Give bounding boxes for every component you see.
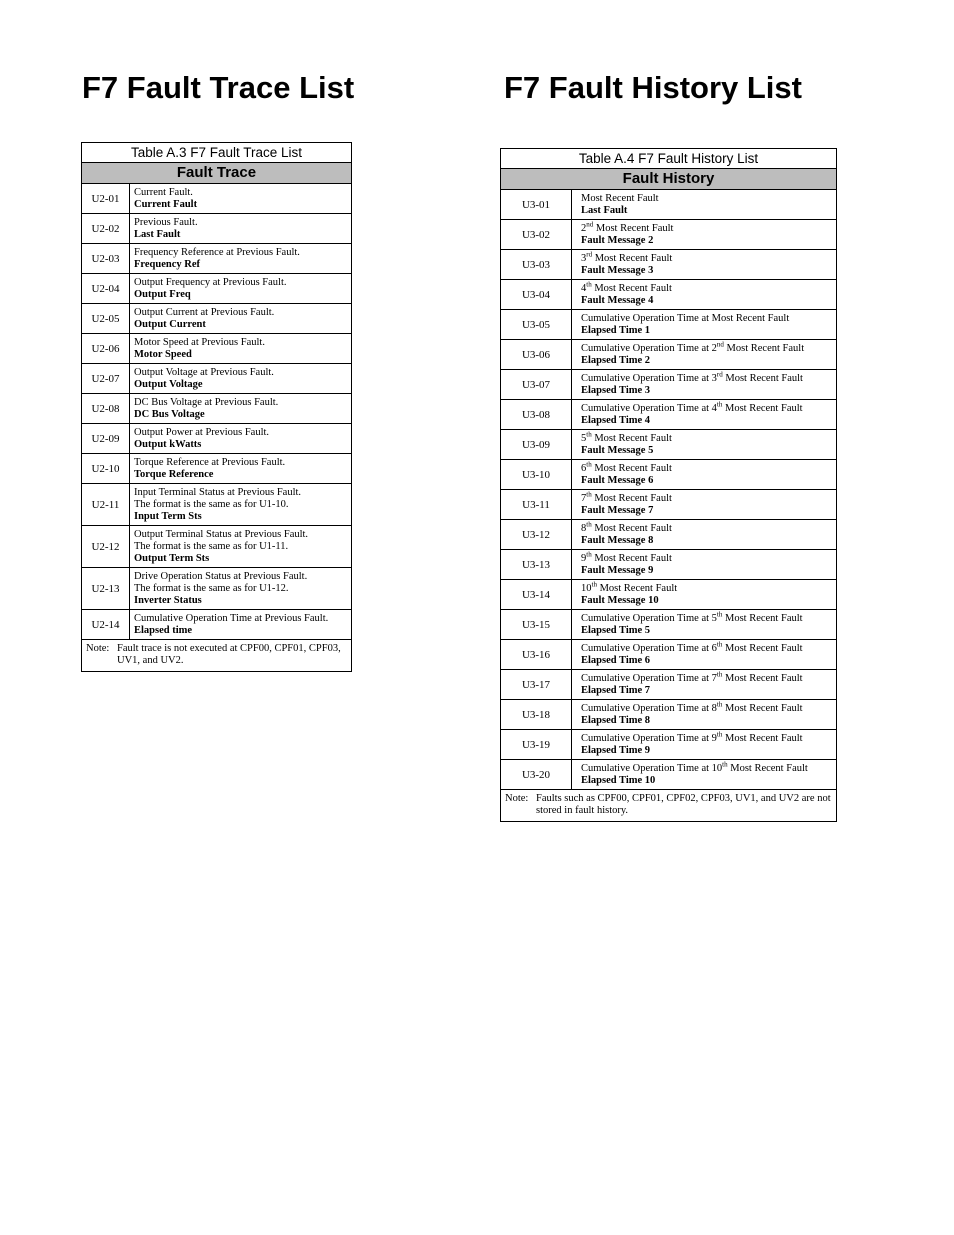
- parameter-number: U3-11: [501, 490, 572, 520]
- display-name: Frequency Ref: [134, 258, 200, 270]
- parameter-description: [572, 760, 837, 790]
- parameter-number: U2-06: [82, 334, 130, 364]
- table-row: [501, 520, 837, 550]
- display-name: Output Freq: [134, 288, 191, 300]
- description-lead: Cumulative Operation Time at 9: [581, 732, 717, 744]
- description-text: Current Fault.: [134, 186, 193, 198]
- parameter-description: [572, 700, 837, 730]
- parameter-number: U3-05: [501, 310, 572, 340]
- ordinal-suffix: th: [586, 520, 592, 528]
- description-text: Drive Operation Status at Previous Fault.: [134, 570, 308, 582]
- parameter-description: [130, 184, 352, 214]
- description-lead: Cumulative Operation Time at 10: [581, 762, 723, 774]
- table-row: [501, 610, 837, 640]
- note-text: Faults such as CPF00, CPF01, CPF02, CPF03, UV1, and UV2 are not stored in fault history.: [536, 793, 831, 816]
- parameter-description: [572, 370, 837, 400]
- table-row: [501, 280, 837, 310]
- ordinal-suffix: th: [716, 610, 723, 618]
- table-row: [82, 304, 352, 334]
- table-note-row: [82, 640, 352, 672]
- parameter-description: [130, 610, 352, 640]
- parameter-description: [130, 244, 352, 274]
- ordinal-suffix: th: [722, 760, 728, 768]
- table-row: [501, 550, 837, 580]
- table-row: [501, 700, 837, 730]
- display-name: Elapsed Time 2: [581, 354, 651, 366]
- description-lead: Cumulative Operation Time at 8: [581, 702, 717, 714]
- table-row: [82, 184, 352, 214]
- display-name: Fault Message 5: [581, 444, 654, 456]
- table-row: [82, 244, 352, 274]
- description-text: DC Bus Voltage at Previous Fault.: [134, 396, 279, 408]
- table-row: [82, 454, 352, 484]
- display-name: Elapsed Time 5: [581, 624, 651, 636]
- description-lead: 7: [581, 492, 587, 504]
- table-row: [501, 250, 837, 280]
- ordinal-suffix: th: [716, 730, 723, 738]
- table-row: [501, 190, 837, 220]
- table-row: [501, 760, 837, 790]
- description-text: Frequency Reference at Previous Fault.: [134, 246, 300, 258]
- table-caption-row: [82, 143, 352, 163]
- parameter-description: [130, 274, 352, 304]
- description-tail: Most Recent Fault: [722, 402, 803, 414]
- table-row: [82, 610, 352, 640]
- parameter-number: U3-15: [501, 610, 572, 640]
- parameter-description: [130, 334, 352, 364]
- parameter-description: [572, 310, 837, 340]
- display-name: Fault Message 7: [581, 504, 654, 516]
- parameter-description: [572, 520, 837, 550]
- table-row: [501, 430, 837, 460]
- parameter-number: U2-03: [82, 244, 130, 274]
- display-name: Fault Message 3: [581, 264, 654, 276]
- description-text: Cumulative Operation Time at Previous Fault.: [134, 612, 329, 624]
- display-name: Elapsed Time 6: [581, 654, 651, 666]
- ordinal-suffix: nd: [716, 340, 724, 348]
- table-row: [82, 334, 352, 364]
- table-row: [501, 340, 837, 370]
- fault-history-table: [500, 148, 837, 822]
- table-row: [82, 274, 352, 304]
- description-tail: Most Recent Fault: [722, 642, 803, 654]
- description-text: [581, 430, 832, 445]
- description-text: Output Frequency at Previous Fault.: [134, 276, 287, 288]
- description-lead: 9: [581, 552, 587, 564]
- table-row: [501, 490, 837, 520]
- display-name: Fault Message 2: [581, 234, 654, 246]
- ordinal-suffix: th: [586, 550, 592, 558]
- parameter-number: U3-03: [501, 250, 572, 280]
- description-text: [581, 520, 832, 535]
- parameter-number: U2-08: [82, 394, 130, 424]
- parameter-description: [130, 214, 352, 244]
- description-tail: Most Recent Fault: [591, 462, 672, 474]
- parameter-number: U2-02: [82, 214, 130, 244]
- display-name: Elapsed Time 7: [581, 684, 651, 696]
- table-band-header: Fault History: [501, 169, 837, 190]
- description-tail: Most Recent Fault: [722, 372, 803, 384]
- table-row: [82, 394, 352, 424]
- description-text: [581, 460, 832, 475]
- parameter-description: [572, 460, 837, 490]
- description-text: [581, 193, 832, 205]
- parameter-number: U3-19: [501, 730, 572, 760]
- ordinal-suffix: th: [716, 640, 723, 648]
- description-lead: Cumulative Operation Time at 7: [581, 672, 717, 684]
- description-tail: Most Recent Fault: [596, 582, 678, 594]
- display-name: Elapsed Time 10: [581, 774, 656, 786]
- display-name: Last Fault: [581, 204, 628, 216]
- table-row: [501, 640, 837, 670]
- table-note: [501, 790, 837, 822]
- fault-trace-table: [81, 142, 352, 672]
- parameter-number: U2-05: [82, 304, 130, 334]
- table-note-row: [501, 790, 837, 822]
- display-name: Fault Message 4: [581, 294, 654, 306]
- table-row: [82, 364, 352, 394]
- table-row: [501, 370, 837, 400]
- table-caption-row: [501, 149, 837, 169]
- parameter-description: [130, 424, 352, 454]
- description-text: [581, 250, 832, 265]
- description-tail: Most Recent Fault: [722, 702, 803, 714]
- display-name: Fault Message 8: [581, 534, 654, 546]
- table-row: [501, 400, 837, 430]
- parameter-number: U3-08: [501, 400, 572, 430]
- description-tail: Most Recent Fault: [592, 252, 673, 264]
- parameter-number: U3-12: [501, 520, 572, 550]
- description-tail: Most Recent Fault: [727, 762, 808, 774]
- parameter-number: U2-07: [82, 364, 130, 394]
- note-label: Note:: [505, 793, 529, 804]
- description-lead: Cumulative Operation Time at Most Recent Fault: [581, 312, 790, 324]
- ordinal-suffix: rd: [586, 250, 593, 258]
- parameter-number: U3-01: [501, 190, 572, 220]
- description-text: [581, 730, 832, 745]
- description-lead: 2: [581, 222, 587, 234]
- description-lead: 5: [581, 432, 587, 444]
- trace-list-heading: F7 Fault Trace List: [82, 70, 355, 105]
- parameter-description: [572, 220, 837, 250]
- description-lead: 8: [581, 522, 587, 534]
- description-text: [581, 760, 832, 775]
- description-tail: Most Recent Fault: [593, 222, 674, 234]
- description-text: [581, 490, 832, 505]
- history-list-heading: F7 Fault History List: [504, 70, 802, 105]
- display-name: Fault Message 10: [581, 594, 659, 606]
- description-text: Input Terminal Status at Previous Fault.: [134, 486, 302, 498]
- display-name: Current Fault: [134, 198, 198, 210]
- parameter-number: U2-11: [82, 484, 130, 526]
- description-lead: Cumulative Operation Time at 3: [581, 372, 717, 384]
- description-text: [581, 580, 832, 595]
- parameter-number: U3-07: [501, 370, 572, 400]
- ordinal-suffix: th: [586, 490, 592, 498]
- description-text: [581, 220, 832, 235]
- display-name: DC Bus Voltage: [134, 408, 205, 420]
- display-name: Fault Message 6: [581, 474, 654, 486]
- table-row: [82, 484, 352, 526]
- table-band-row: [501, 169, 837, 190]
- description-tail: Most Recent Fault: [722, 672, 803, 684]
- description-lead: 4: [581, 282, 587, 294]
- parameter-description: [572, 250, 837, 280]
- description-text: [581, 370, 832, 385]
- description-text: Output Current at Previous Fault.: [134, 306, 275, 318]
- parameter-description: [130, 364, 352, 394]
- display-name: Motor Speed: [134, 348, 192, 360]
- description-text: [581, 313, 832, 325]
- description-lead: Cumulative Operation Time at 5: [581, 612, 717, 624]
- description-lead: Cumulative Operation Time at 6: [581, 642, 717, 654]
- parameter-number: U2-12: [82, 526, 130, 568]
- parameter-number: U3-06: [501, 340, 572, 370]
- description-text: The format is the same as for U1-12.: [134, 582, 289, 594]
- parameter-description: [572, 730, 837, 760]
- parameter-description: [572, 400, 837, 430]
- description-tail: Most Recent Fault: [591, 432, 672, 444]
- parameter-description: [130, 526, 352, 568]
- description-lead: Cumulative Operation Time at 2: [581, 342, 717, 354]
- parameter-description: [130, 484, 352, 526]
- parameter-number: U3-16: [501, 640, 572, 670]
- parameter-number: U2-13: [82, 568, 130, 610]
- parameter-number: U3-18: [501, 700, 572, 730]
- description-lead: Cumulative Operation Time at 4: [581, 402, 717, 414]
- description-lead: 6: [581, 462, 587, 474]
- table-band-row: [82, 163, 352, 184]
- parameter-number: U2-04: [82, 274, 130, 304]
- display-name: Elapsed time: [134, 624, 193, 636]
- description-tail: Most Recent Fault: [722, 612, 803, 624]
- display-name: Output kWatts: [134, 438, 202, 450]
- display-name: Output Term Sts: [134, 552, 210, 564]
- parameter-description: [572, 340, 837, 370]
- ordinal-suffix: th: [586, 430, 592, 438]
- table-row: [82, 568, 352, 610]
- table-row: [501, 580, 837, 610]
- display-name: Input Term Sts: [134, 510, 202, 522]
- description-text: Output Terminal Status at Previous Fault.: [134, 528, 309, 540]
- table-row: [501, 460, 837, 490]
- description-text: Output Voltage at Previous Fault.: [134, 366, 274, 378]
- description-tail: Most Recent Fault: [591, 552, 672, 564]
- table-caption: Table A.3 F7 Fault Trace List: [82, 143, 352, 163]
- display-name: Elapsed Time 8: [581, 714, 651, 726]
- parameter-description: [572, 640, 837, 670]
- description-text: [581, 550, 832, 565]
- ordinal-suffix: th: [716, 400, 723, 408]
- ordinal-suffix: th: [586, 460, 592, 468]
- description-lead: 3: [581, 252, 587, 264]
- ordinal-suffix: th: [591, 580, 597, 588]
- parameter-number: U3-09: [501, 430, 572, 460]
- description-lead: Most Recent Fault: [581, 192, 659, 204]
- parameter-number: U2-01: [82, 184, 130, 214]
- ordinal-suffix: nd: [586, 220, 594, 228]
- parameter-number: U3-20: [501, 760, 572, 790]
- description-text: Torque Reference at Previous Fault.: [134, 456, 286, 468]
- parameter-number: U3-13: [501, 550, 572, 580]
- display-name: Elapsed Time 9: [581, 744, 651, 756]
- display-name: Elapsed Time 4: [581, 414, 651, 426]
- parameter-description: [572, 550, 837, 580]
- description-tail: Most Recent Fault: [591, 522, 672, 534]
- ordinal-suffix: th: [586, 280, 592, 288]
- parameter-description: [130, 454, 352, 484]
- description-text: [581, 640, 832, 655]
- parameter-number: U3-02: [501, 220, 572, 250]
- parameter-description: [130, 304, 352, 334]
- description-text: The format is the same as for U1-11.: [134, 540, 289, 552]
- display-name: Elapsed Time 3: [581, 384, 651, 396]
- display-name: Output Current: [134, 318, 206, 330]
- description-text: [581, 610, 832, 625]
- description-tail: Most Recent Fault: [722, 732, 803, 744]
- parameter-number: U2-14: [82, 610, 130, 640]
- parameter-number: U3-10: [501, 460, 572, 490]
- description-text: [581, 400, 832, 415]
- table-caption: Table A.4 F7 Fault History List: [501, 149, 837, 169]
- description-text: Motor Speed at Previous Fault.: [134, 336, 265, 348]
- display-name: Elapsed Time 1: [581, 324, 651, 336]
- table-band-header: Fault Trace: [82, 163, 352, 184]
- description-tail: Most Recent Fault: [591, 282, 672, 294]
- parameter-number: U3-17: [501, 670, 572, 700]
- description-text: The format is the same as for U1-10.: [134, 498, 289, 510]
- display-name: Last Fault: [134, 228, 181, 240]
- parameter-description: [572, 490, 837, 520]
- parameter-number: U2-10: [82, 454, 130, 484]
- note-text: Fault trace is not executed at CPF00, CPF01, CPF03, UV1, and UV2.: [117, 643, 341, 666]
- description-text: Previous Fault.: [134, 216, 198, 228]
- description-text: [581, 280, 832, 295]
- parameter-description: [130, 394, 352, 424]
- description-text: [581, 340, 832, 355]
- parameter-description: [572, 670, 837, 700]
- parameter-description: [572, 280, 837, 310]
- parameter-description: [572, 610, 837, 640]
- description-text: [581, 700, 832, 715]
- description-text: Output Power at Previous Fault.: [134, 426, 270, 438]
- description-tail: Most Recent Fault: [591, 492, 672, 504]
- ordinal-suffix: th: [716, 670, 723, 678]
- table-row: [82, 424, 352, 454]
- table-row: [501, 670, 837, 700]
- display-name: Output Voltage: [134, 378, 203, 390]
- ordinal-suffix: rd: [716, 370, 723, 378]
- ordinal-suffix: th: [716, 700, 723, 708]
- table-note: [82, 640, 352, 672]
- description-text: [581, 670, 832, 685]
- parameter-number: U3-04: [501, 280, 572, 310]
- parameter-description: [572, 430, 837, 460]
- note-label: Note:: [86, 643, 110, 654]
- table-row: [501, 310, 837, 340]
- table-row: [82, 526, 352, 568]
- description-lead: 10: [581, 582, 592, 594]
- display-name: Inverter Status: [134, 594, 202, 606]
- parameter-description: [572, 580, 837, 610]
- parameter-number: U2-09: [82, 424, 130, 454]
- display-name: Torque Reference: [134, 468, 214, 480]
- table-row: [501, 730, 837, 760]
- display-name: Fault Message 9: [581, 564, 654, 576]
- parameter-description: [130, 568, 352, 610]
- parameter-description: [572, 190, 837, 220]
- parameter-number: U3-14: [501, 580, 572, 610]
- description-tail: Most Recent Fault: [723, 342, 805, 354]
- table-row: [82, 214, 352, 244]
- table-row: [501, 220, 837, 250]
